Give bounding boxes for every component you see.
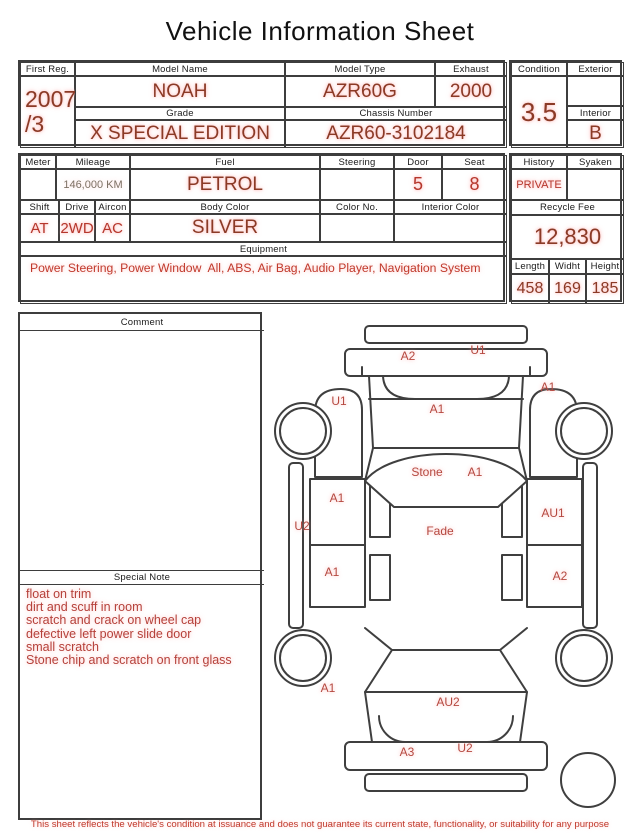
seat-label: Seat bbox=[442, 155, 507, 169]
damage-label-right-rear-door: A2 bbox=[552, 569, 568, 583]
interior-color-label: Interior Color bbox=[394, 200, 507, 214]
model-type-label: Model Type bbox=[285, 62, 435, 76]
recycle-fee-value: 12,830 bbox=[511, 215, 624, 259]
aircon-label: Aircon bbox=[95, 200, 130, 214]
damage-label-left-front-fender: U1 bbox=[331, 394, 347, 408]
comment-box bbox=[18, 312, 262, 820]
first-reg-label: First Reg. bbox=[20, 62, 75, 76]
car-outline-svg bbox=[265, 315, 640, 815]
condition-label: Condition bbox=[511, 62, 567, 76]
damage-label-windshield-right: A1 bbox=[467, 465, 483, 479]
body-color-label: Body Color bbox=[130, 200, 320, 214]
rear-left-wheel bbox=[275, 630, 331, 686]
meter-value bbox=[20, 169, 56, 200]
shift-label: Shift bbox=[20, 200, 59, 214]
damage-label-roof: Fade bbox=[426, 524, 454, 538]
damage-diagram bbox=[265, 315, 640, 815]
left-sill-shape bbox=[289, 463, 303, 628]
fuel-value: PETROL bbox=[130, 169, 320, 200]
rear-bumper-shape bbox=[345, 742, 547, 770]
door-value: 5 bbox=[394, 169, 442, 200]
damage-label-left-front-door: A1 bbox=[329, 491, 345, 505]
equipment-label: Equipment bbox=[20, 242, 507, 256]
special-note-line: dirt and scuff in room bbox=[26, 600, 143, 615]
special-note-list bbox=[26, 588, 258, 667]
front-strip-shape bbox=[365, 326, 527, 343]
color-no-value bbox=[320, 214, 394, 242]
condition-box bbox=[509, 60, 622, 146]
right-sill-shape bbox=[583, 463, 597, 628]
grade-label: Grade bbox=[75, 107, 285, 120]
damage-label-front-bumper-right: U1 bbox=[470, 343, 486, 357]
left-front-door-shape bbox=[310, 479, 365, 545]
chassis-number-label: Chassis Number bbox=[285, 107, 507, 120]
syaken-value bbox=[567, 169, 624, 200]
model-name-label: Model Name bbox=[75, 62, 285, 76]
rear-window-shape bbox=[365, 650, 527, 692]
spare-tire bbox=[561, 753, 615, 807]
front-bumper-shape bbox=[345, 349, 547, 376]
damage-label-left-sill: U2 bbox=[294, 519, 310, 533]
page-title: Vehicle Information Sheet bbox=[165, 16, 475, 46]
damage-label-rear-bumper-left: A3 bbox=[399, 745, 415, 759]
condition-value: 3.5 bbox=[511, 76, 567, 148]
model-type-value: AZR60G bbox=[285, 76, 435, 107]
right-rear-window-shape bbox=[502, 555, 522, 600]
exterior-label: Exterior bbox=[567, 62, 624, 76]
height-value: 185 bbox=[586, 274, 624, 304]
model-name-value: NOAH bbox=[75, 76, 285, 107]
comment-label: Comment bbox=[20, 314, 264, 331]
seat-value: 8 bbox=[442, 169, 507, 200]
exterior-value bbox=[567, 76, 624, 106]
front-right-wheel bbox=[556, 403, 612, 459]
door-label: Door bbox=[394, 155, 442, 169]
special-note-line: scratch and crack on wheel cap bbox=[26, 613, 202, 628]
grade-value: X SPECIAL EDITION bbox=[75, 120, 285, 148]
length-value: 458 bbox=[511, 274, 549, 304]
length-label: Length bbox=[511, 259, 549, 274]
shift-value: AT bbox=[20, 214, 59, 242]
color-no-label: Color No. bbox=[320, 200, 394, 214]
aircon-value: AC bbox=[95, 214, 130, 242]
damage-label-hood: A1 bbox=[429, 402, 445, 416]
special-note-label: Special Note bbox=[20, 570, 264, 585]
windshield-shape bbox=[365, 454, 527, 507]
footer-disclaimer: This sheet reflects the vehicle's condition at issuance and does not guarantee its current state, functionality, or suitability for any purpose bbox=[30, 819, 610, 830]
chassis-number-value: AZR60-3102184 bbox=[285, 120, 507, 148]
drive-value: 2WD bbox=[59, 214, 95, 242]
recycle-fee-label: Recycle Fee bbox=[511, 200, 624, 215]
left-rear-window-shape bbox=[370, 555, 390, 600]
first-reg-year: 2007 bbox=[25, 86, 77, 112]
comment-value bbox=[20, 332, 264, 570]
vehicle-identity-table bbox=[18, 60, 505, 146]
damage-label-tailgate: AU2 bbox=[436, 695, 460, 709]
syaken-label: Syaken bbox=[567, 155, 624, 169]
special-note-line: Stone chip and scratch on front glass bbox=[26, 653, 232, 668]
interior-color-value bbox=[394, 214, 507, 242]
rear-right-wheel bbox=[556, 630, 612, 686]
width-value: 169 bbox=[549, 274, 586, 304]
damage-label-windshield-left: Stone bbox=[411, 465, 443, 479]
special-note-line: defective left power slide door bbox=[26, 626, 192, 641]
body-color-value: SILVER bbox=[130, 214, 320, 242]
exhaust-value: 2000 bbox=[435, 76, 507, 107]
meter-label: Meter bbox=[20, 155, 56, 169]
steering-value bbox=[320, 169, 394, 200]
front-left-wheel bbox=[275, 403, 331, 459]
history-label: History bbox=[511, 155, 567, 169]
damage-label-right-front-door: AU1 bbox=[541, 506, 565, 520]
history-value: PRIVATE bbox=[511, 169, 567, 200]
damage-label-left-rear-door: A1 bbox=[324, 565, 340, 579]
fuel-label: Fuel bbox=[130, 155, 320, 169]
mileage-label: Mileage bbox=[56, 155, 130, 169]
exhaust-label: Exhaust bbox=[435, 62, 507, 76]
width-label: Widht bbox=[549, 259, 586, 274]
first-reg-value bbox=[20, 76, 75, 148]
damage-label-front-bumper-left: A2 bbox=[400, 349, 416, 363]
steering-label: Steering bbox=[320, 155, 394, 169]
mileage-value: 146,000 KM bbox=[56, 169, 130, 200]
equipment-value: Power Steering, Power Window All, ABS, Air Bag, Audio Player, Navigation System bbox=[20, 256, 507, 304]
first-reg-month: /3 bbox=[25, 111, 45, 137]
special-note-line: float on trim bbox=[26, 587, 92, 601]
drive-label: Drive bbox=[59, 200, 95, 214]
vehicle-spec-table bbox=[18, 153, 505, 302]
height-label: Height bbox=[586, 259, 624, 274]
interior-label: Interior bbox=[567, 106, 624, 120]
damage-label-left-rear-wheel: A1 bbox=[320, 681, 336, 695]
hood-shape bbox=[369, 376, 523, 448]
rear-strip-shape bbox=[365, 774, 527, 791]
special-note-line: small scratch bbox=[26, 639, 99, 654]
damage-label-rear-bumper-right: U2 bbox=[457, 741, 473, 755]
c-pillar-lines bbox=[365, 628, 527, 650]
interior-value: B bbox=[567, 120, 624, 148]
damage-label-right-front-fender: A1 bbox=[540, 380, 556, 394]
history-fee-box bbox=[509, 153, 622, 302]
